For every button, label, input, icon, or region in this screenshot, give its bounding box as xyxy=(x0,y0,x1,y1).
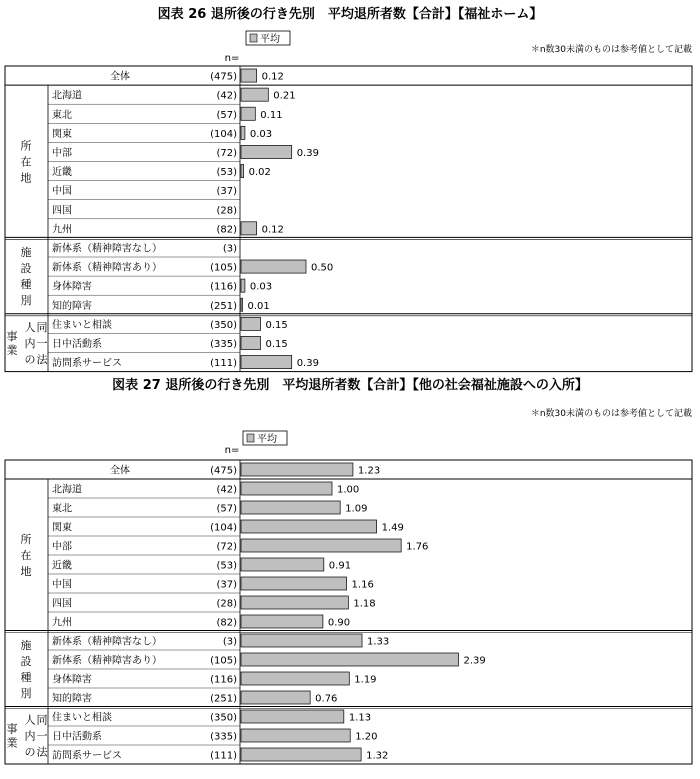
group-label: の xyxy=(24,745,36,759)
value-label: 1.33 xyxy=(367,636,390,648)
n-value: (82) xyxy=(216,617,237,629)
n-value: (82) xyxy=(216,224,237,236)
bar xyxy=(241,88,268,101)
bar xyxy=(241,634,362,647)
n-value: (104) xyxy=(210,522,237,534)
chart-title: 図表 27 退所後の行き先別 平均退所者数【合計】【他の社会福祉施設への入所】 xyxy=(112,378,588,393)
bar xyxy=(241,748,361,761)
row-label: 住まいと相談 xyxy=(52,712,112,724)
row-label: 知的障害 xyxy=(52,300,92,312)
group-label: 同 xyxy=(36,320,48,334)
row-label: 身体障害 xyxy=(52,281,92,293)
n-value: (57) xyxy=(216,503,237,515)
group-label: の xyxy=(24,352,36,366)
value-label: 1.20 xyxy=(355,731,378,743)
bar xyxy=(241,596,348,609)
bar xyxy=(241,653,458,666)
group-label: 種 xyxy=(20,671,32,684)
n-value: (251) xyxy=(210,693,237,705)
bar xyxy=(241,520,377,533)
group-label: 設 xyxy=(20,655,32,668)
bar xyxy=(241,463,353,476)
value-label: 0.03 xyxy=(249,281,273,293)
bar xyxy=(241,558,324,571)
group-label: 地 xyxy=(20,171,32,185)
n-value: (335) xyxy=(210,731,237,743)
row-label: 近畿 xyxy=(52,167,72,179)
group-label: 法 xyxy=(36,352,48,366)
value-label: 1.16 xyxy=(351,579,374,591)
group-label: 在 xyxy=(20,155,32,169)
n-value: (475) xyxy=(210,71,237,83)
value-label: 0.03 xyxy=(249,128,273,140)
note-text: ＊n数30未満のものは参考値として記載 xyxy=(530,45,692,55)
value-label: 1.23 xyxy=(357,465,381,477)
row-label: 中国 xyxy=(52,579,72,591)
row-label: 東北 xyxy=(52,503,72,515)
bar xyxy=(241,672,349,685)
n-value: (72) xyxy=(216,541,237,553)
bar xyxy=(241,317,261,330)
row-label: 身体障害 xyxy=(52,674,92,686)
n-value: (28) xyxy=(216,205,237,217)
bar xyxy=(241,501,340,514)
n-value: (28) xyxy=(216,598,237,610)
bar xyxy=(241,691,310,704)
value-label: 0.90 xyxy=(327,617,351,629)
n-value: (104) xyxy=(210,128,237,140)
value-label: 1.76 xyxy=(406,541,429,553)
row-label: 全体 xyxy=(110,465,130,477)
group-label: 一 xyxy=(36,729,48,743)
value-label: 0.01 xyxy=(247,300,270,312)
value-label: 0.02 xyxy=(248,167,271,179)
value-label: 0.39 xyxy=(296,147,319,159)
group-label: 施 xyxy=(20,246,32,260)
value-label: 1.09 xyxy=(345,503,368,515)
bar xyxy=(241,577,347,590)
n-value: (37) xyxy=(216,579,237,591)
group-label: 別 xyxy=(20,294,32,308)
value-label: 1.13 xyxy=(348,712,372,724)
n-value: (53) xyxy=(216,560,237,572)
value-label: 2.39 xyxy=(463,655,486,667)
legend-swatch xyxy=(250,34,257,42)
group-label: 法 xyxy=(36,745,48,759)
group-label: 設 xyxy=(20,262,32,276)
n-value: (53) xyxy=(216,167,237,179)
group-label: 一 xyxy=(36,336,48,350)
value-label: 0.11 xyxy=(260,109,283,121)
n-value: (3) xyxy=(222,243,237,255)
value-label: 0.15 xyxy=(265,338,288,350)
row-label: 東北 xyxy=(52,109,72,121)
bar xyxy=(241,126,245,139)
value-label: 0.12 xyxy=(261,224,284,236)
n-value: (42) xyxy=(216,90,237,102)
note-text: ＊n数30未満のものは参考値として記載 xyxy=(530,409,692,419)
legend-label: 平均 xyxy=(260,34,280,45)
bar xyxy=(241,298,243,311)
bar xyxy=(241,222,257,235)
group-label: 人 xyxy=(24,320,36,334)
row-label: 関東 xyxy=(52,128,72,140)
row-label: 新体系（精神障害なし） xyxy=(52,243,162,255)
value-label: 0.39 xyxy=(296,358,319,370)
row-label: 中部 xyxy=(52,541,72,553)
row-label: 関東 xyxy=(52,522,72,534)
value-label: 0.50 xyxy=(311,262,334,274)
n-value: (111) xyxy=(210,358,237,370)
row-label: 北海道 xyxy=(52,90,82,102)
bar xyxy=(241,482,332,495)
n-header: n= xyxy=(224,445,240,456)
bar xyxy=(241,165,244,178)
value-label: 0.15 xyxy=(265,319,288,331)
bar xyxy=(241,107,255,120)
group-label: 業 xyxy=(6,343,18,357)
n-value: (105) xyxy=(210,655,237,667)
value-label: 1.32 xyxy=(366,750,389,762)
legend-label: 平均 xyxy=(257,434,277,445)
row-label: 知的障害 xyxy=(52,693,92,705)
row-label: 新体系（精神障害あり） xyxy=(52,262,162,274)
n-header: n= xyxy=(224,53,240,64)
chart-title: 図表 26 退所後の行き先別 平均退所者数【合計】【福祉ホーム】 xyxy=(157,7,543,22)
row-label: 四国 xyxy=(52,205,72,217)
row-label: 訪問系サービス xyxy=(52,358,122,370)
value-label: 1.18 xyxy=(353,598,376,610)
group-label: 在 xyxy=(20,549,32,562)
group-label: 事 xyxy=(6,722,18,736)
n-value: (335) xyxy=(210,338,237,350)
row-label: 九州 xyxy=(52,617,72,629)
group-label: 地 xyxy=(20,565,32,578)
group-label: 内 xyxy=(24,336,36,350)
group-label: 所 xyxy=(20,533,32,546)
row-label: 日中活動系 xyxy=(52,338,102,350)
row-label: 北海道 xyxy=(52,484,82,496)
bar xyxy=(241,69,257,82)
group-label: 業 xyxy=(6,736,18,750)
group-label: 内 xyxy=(24,729,36,743)
value-label: 0.12 xyxy=(261,71,284,83)
n-value: (350) xyxy=(210,712,237,724)
value-label: 1.00 xyxy=(337,484,360,496)
n-value: (251) xyxy=(210,300,237,312)
value-label: 0.91 xyxy=(328,560,352,572)
row-label: 全体 xyxy=(110,71,130,83)
n-value: (42) xyxy=(216,484,237,496)
n-value: (116) xyxy=(210,674,237,686)
row-label: 中部 xyxy=(52,147,72,159)
n-value: (72) xyxy=(216,147,237,159)
value-label: 0.21 xyxy=(273,90,296,102)
n-value: (475) xyxy=(210,465,237,477)
group-label: 人 xyxy=(24,713,36,727)
n-value: (3) xyxy=(222,636,237,648)
row-label: 中国 xyxy=(52,186,72,198)
bar xyxy=(241,260,306,273)
value-label: 0.76 xyxy=(315,693,338,705)
bar xyxy=(241,710,344,723)
group-label: 別 xyxy=(20,687,32,700)
group-label: 所 xyxy=(20,139,32,153)
row-label: 新体系（精神障害あり） xyxy=(52,655,162,667)
group-label: 種 xyxy=(20,278,32,292)
group-label: 施 xyxy=(20,639,32,652)
bar xyxy=(241,336,261,349)
n-value: (350) xyxy=(210,319,237,331)
bar xyxy=(241,279,245,292)
n-value: (57) xyxy=(216,109,237,121)
row-label: 四国 xyxy=(52,598,72,610)
row-label: 近畿 xyxy=(52,560,72,572)
legend-swatch xyxy=(247,434,254,442)
value-label: 1.49 xyxy=(381,522,404,534)
group-label: 事 xyxy=(6,329,18,343)
row-label: 九州 xyxy=(52,224,72,236)
row-label: 新体系（精神障害なし） xyxy=(52,636,162,648)
n-value: (37) xyxy=(216,186,237,198)
n-value: (116) xyxy=(210,281,237,293)
bar xyxy=(241,729,350,742)
row-label: 日中活動系 xyxy=(52,731,102,743)
row-label: 住まいと相談 xyxy=(52,319,112,331)
n-value: (111) xyxy=(210,750,237,762)
value-label: 1.19 xyxy=(354,674,377,686)
bar xyxy=(241,615,323,628)
bar xyxy=(241,145,292,158)
n-value: (105) xyxy=(210,262,237,274)
bar xyxy=(241,539,401,552)
row-label: 訪問系サービス xyxy=(52,750,122,762)
group-label: 同 xyxy=(36,713,48,727)
bar xyxy=(241,356,292,369)
